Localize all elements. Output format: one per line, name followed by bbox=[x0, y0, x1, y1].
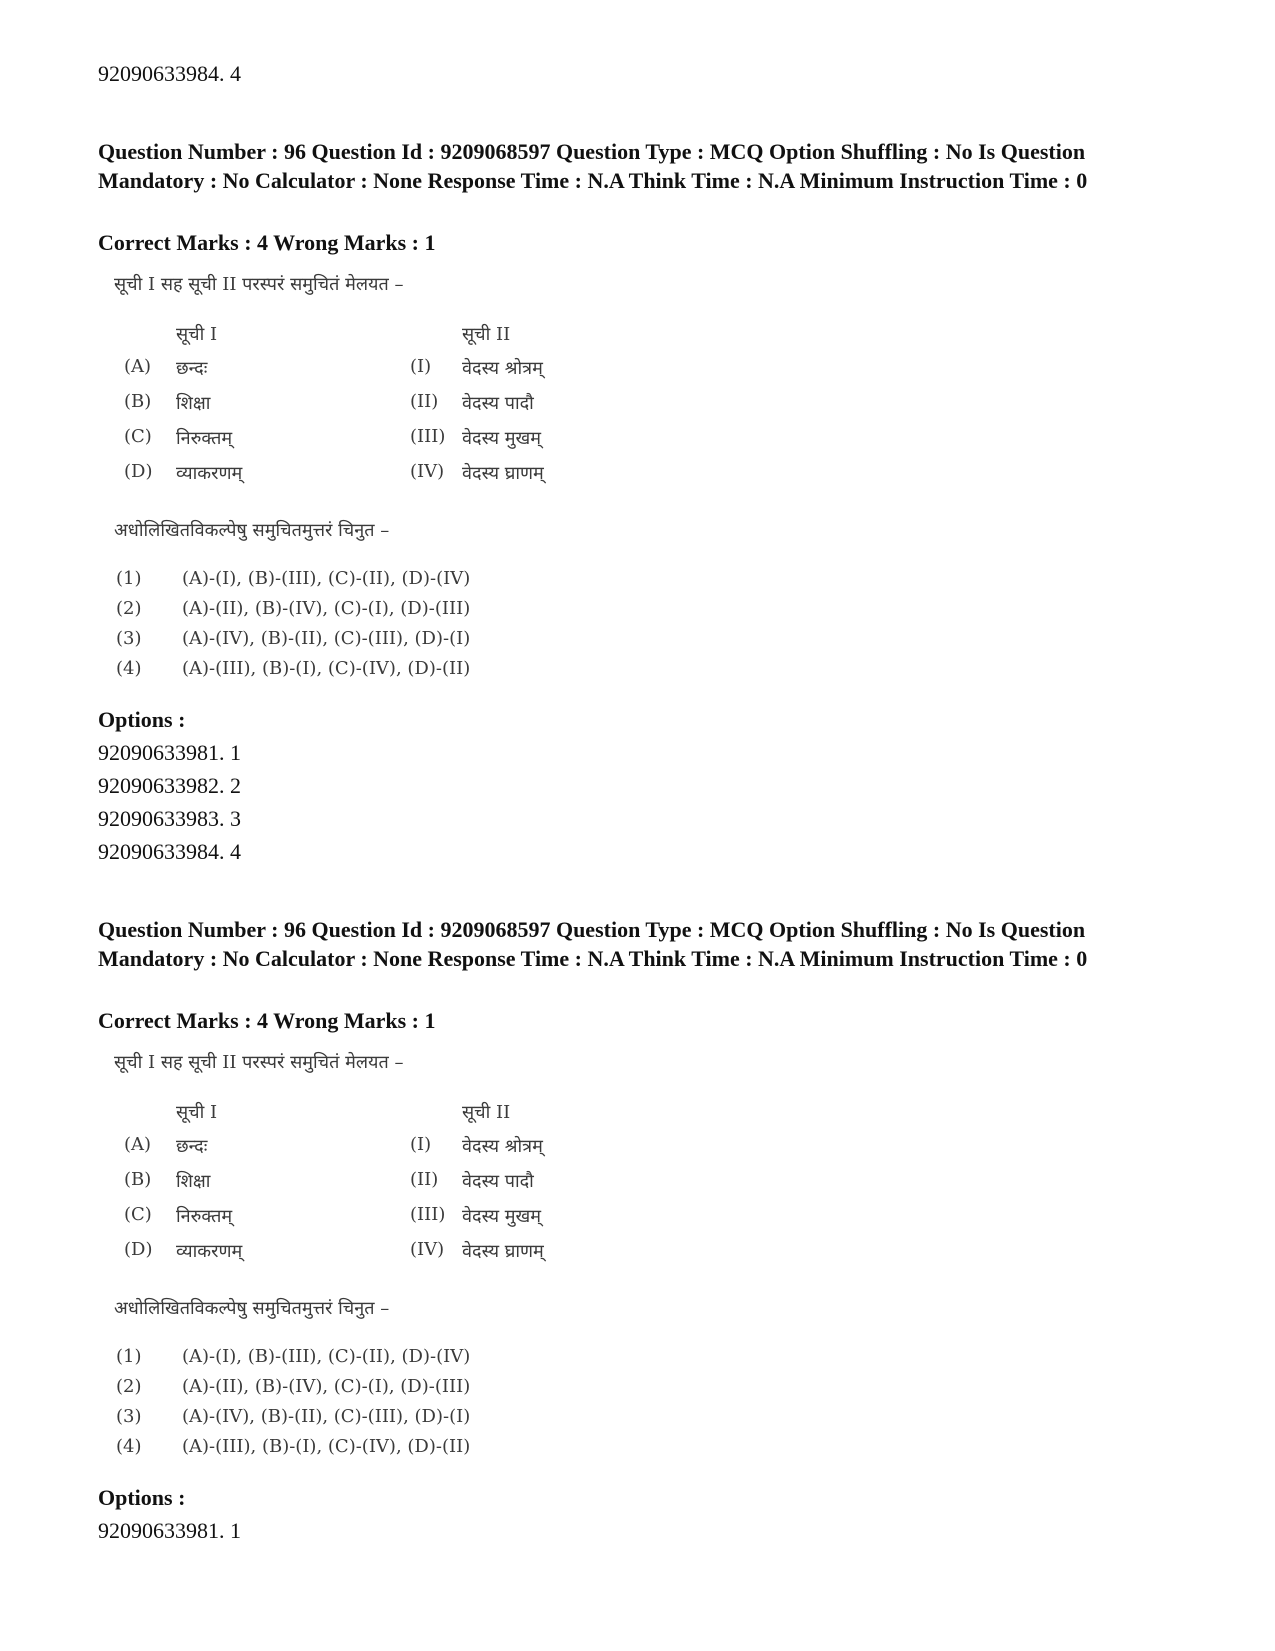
match-row bbox=[110, 391, 610, 417]
question-image-block bbox=[110, 272, 610, 702]
list2-label: (III) bbox=[410, 1204, 446, 1225]
list2-text: वेदस्य मुखम् bbox=[462, 1206, 541, 1227]
choice-text: (A)-(II), (B)-(IV), (C)-(I), (D)-(III) bbox=[182, 1376, 471, 1397]
list1-heading: सूची I bbox=[176, 324, 218, 345]
answer-choice bbox=[110, 1406, 610, 1432]
list2-text: वेदस्य श्रोत्रम् bbox=[462, 1136, 543, 1157]
list1-label: (B) bbox=[124, 1169, 152, 1190]
question-header: Question Number : 96 Question Id : 9209068597 Question Type : MCQ Option Shuffling : No Is Question Mandatory : No Calculator : None Response Time : N.A Think Time : N.A Minimum Instruction Time : 0 bbox=[98, 139, 1088, 193]
choice-number: (3) bbox=[116, 1406, 142, 1427]
list2-heading: सूची II bbox=[462, 1102, 511, 1123]
answer-choice bbox=[110, 628, 610, 654]
choice-number: (1) bbox=[116, 568, 142, 589]
marks-line: Correct Marks : 4 Wrong Marks : 1 bbox=[98, 1008, 436, 1033]
match-row bbox=[110, 1239, 610, 1265]
choice-text: (A)-(I), (B)-(III), (C)-(II), (D)-(IV) bbox=[182, 1346, 471, 1367]
choice-number: (4) bbox=[116, 1436, 142, 1457]
question-prompt: अधोलिखितविकल्पेषु समुचितमुत्तरं चिनुत – bbox=[114, 1298, 390, 1319]
choice-number: (4) bbox=[116, 658, 142, 679]
question-prompt: अधोलिखितविकल्पेषु समुचितमुत्तरं चिनुत – bbox=[114, 520, 390, 541]
question-instruction: सूची I सह सूची II परस्परं समुचितं मेलयत – bbox=[114, 1052, 404, 1073]
list1-label: (C) bbox=[124, 1204, 152, 1225]
marks-line: Correct Marks : 4 Wrong Marks : 1 bbox=[98, 230, 436, 255]
list2-label: (I) bbox=[410, 356, 432, 377]
choice-text: (A)-(II), (B)-(IV), (C)-(I), (D)-(III) bbox=[182, 598, 471, 619]
list2-heading: सूची II bbox=[462, 324, 511, 345]
question-header: Question Number : 96 Question Id : 9209068597 Question Type : MCQ Option Shuffling : No Is Question Mandatory : No Calculator : None Response Time : N.A Think Time : N.A Minimum Instruction Time : 0 bbox=[98, 917, 1088, 971]
options-label: Options : bbox=[98, 707, 186, 732]
list2-text: वेदस्य घ्राणम् bbox=[462, 1241, 544, 1262]
list2-text: वेदस्य पादौ bbox=[462, 393, 534, 414]
list2-label: (IV) bbox=[410, 1239, 445, 1260]
list1-text: शिक्षा bbox=[176, 393, 211, 414]
list1-label: (A) bbox=[124, 356, 152, 377]
answer-choice bbox=[110, 568, 610, 594]
option-line: 92090633981. 1 bbox=[98, 1518, 241, 1543]
answer-choice bbox=[110, 1376, 610, 1402]
list2-text: वेदस्य श्रोत्रम् bbox=[462, 358, 543, 379]
choice-number: (1) bbox=[116, 1346, 142, 1367]
option-line: 92090633981. 1 bbox=[98, 740, 241, 765]
answer-choice bbox=[110, 598, 610, 624]
answer-choice bbox=[110, 1436, 610, 1462]
list1-label: (D) bbox=[124, 1239, 153, 1260]
choice-number: (2) bbox=[116, 598, 142, 619]
list1-text: छन्दः bbox=[176, 1136, 208, 1157]
answer-choice bbox=[110, 1346, 610, 1372]
list1-text: व्याकरणम् bbox=[176, 463, 243, 484]
question-image-block bbox=[110, 1050, 610, 1480]
match-row bbox=[110, 1169, 610, 1195]
list1-label: (A) bbox=[124, 1134, 152, 1155]
question-instruction: सूची I सह सूची II परस्परं समुचितं मेलयत – bbox=[114, 274, 404, 295]
option-line: 92090633984. 4 bbox=[98, 839, 241, 864]
choice-text: (A)-(IV), (B)-(II), (C)-(III), (D)-(I) bbox=[182, 1406, 471, 1427]
match-row bbox=[110, 1134, 610, 1160]
list2-label: (III) bbox=[410, 426, 446, 447]
option-line: 92090633983. 3 bbox=[98, 806, 241, 831]
match-row bbox=[110, 461, 610, 487]
choice-text: (A)-(IV), (B)-(II), (C)-(III), (D)-(I) bbox=[182, 628, 471, 649]
previous-option-line: 92090633984. 4 bbox=[98, 61, 241, 86]
choice-number: (3) bbox=[116, 628, 142, 649]
option-line: 92090633982. 2 bbox=[98, 773, 241, 798]
list2-label: (I) bbox=[410, 1134, 432, 1155]
match-row bbox=[110, 1204, 610, 1230]
list2-text: वेदस्य मुखम् bbox=[462, 428, 541, 449]
list1-text: निरुक्तम् bbox=[176, 1206, 233, 1227]
answer-choice bbox=[110, 658, 610, 684]
list1-text: निरुक्तम् bbox=[176, 428, 233, 449]
list1-heading: सूची I bbox=[176, 1102, 218, 1123]
match-row bbox=[110, 426, 610, 452]
list2-label: (II) bbox=[410, 1169, 439, 1190]
list2-label: (IV) bbox=[410, 461, 445, 482]
match-row bbox=[110, 356, 610, 382]
list1-label: (D) bbox=[124, 461, 153, 482]
list1-text: व्याकरणम् bbox=[176, 1241, 243, 1262]
list1-label: (B) bbox=[124, 391, 152, 412]
list1-text: छन्दः bbox=[176, 358, 208, 379]
list2-text: वेदस्य घ्राणम् bbox=[462, 463, 544, 484]
choice-text: (A)-(I), (B)-(III), (C)-(II), (D)-(IV) bbox=[182, 568, 471, 589]
choice-number: (2) bbox=[116, 1376, 142, 1397]
list1-text: शिक्षा bbox=[176, 1171, 211, 1192]
list1-label: (C) bbox=[124, 426, 152, 447]
choice-text: (A)-(III), (B)-(I), (C)-(IV), (D)-(II) bbox=[182, 1436, 471, 1457]
options-label: Options : bbox=[98, 1485, 186, 1510]
list2-label: (II) bbox=[410, 391, 439, 412]
list2-text: वेदस्य पादौ bbox=[462, 1171, 534, 1192]
choice-text: (A)-(III), (B)-(I), (C)-(IV), (D)-(II) bbox=[182, 658, 471, 679]
